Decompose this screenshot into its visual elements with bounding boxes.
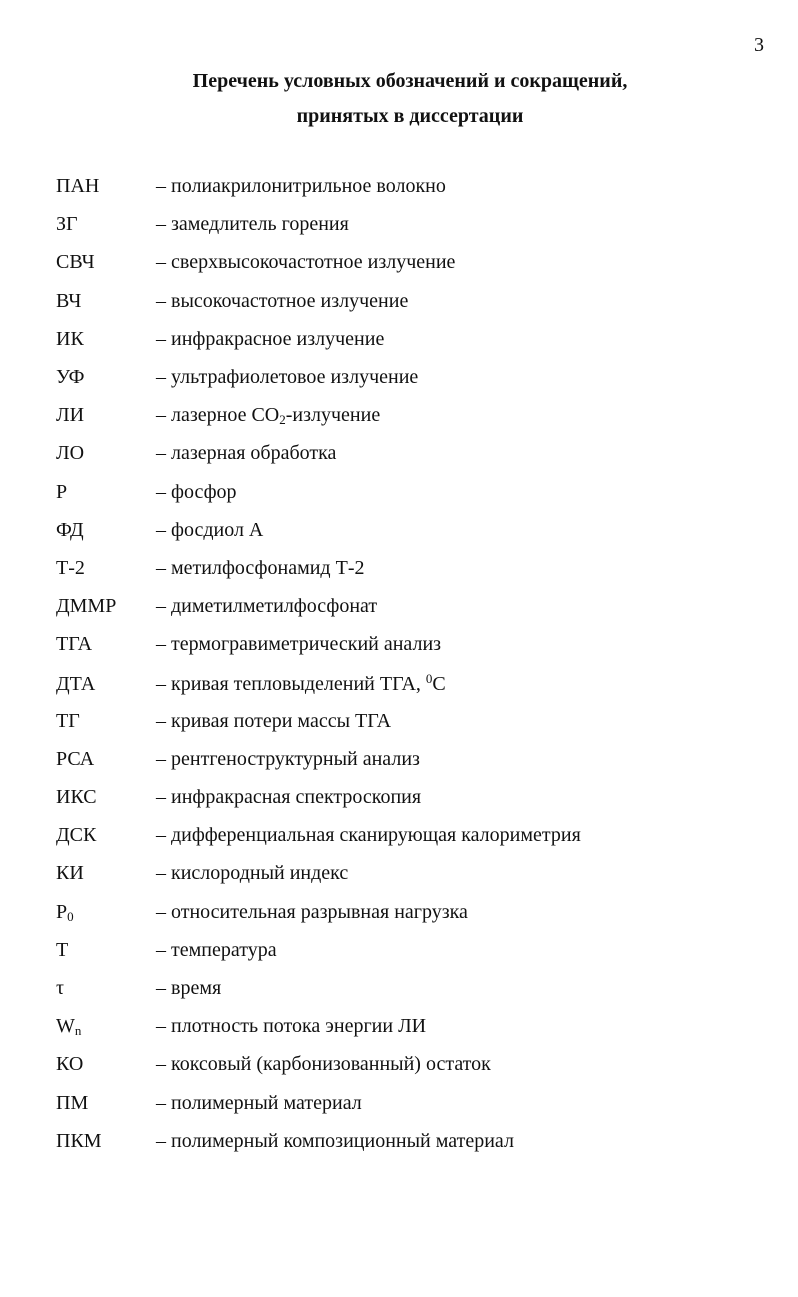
abbreviation-definition: – фосфор: [156, 480, 237, 503]
abbreviation-definition: – температура: [156, 938, 277, 961]
abbreviation-term: $W_n$: [56, 1015, 82, 1039]
abbreviation-term: ДТА: [56, 673, 96, 696]
abbreviation-definition: – кривая тепловыделений ТГА, $^0$С: [156, 671, 446, 696]
abbreviation-term: ТГ: [56, 709, 80, 732]
abbreviation-row: [56, 939, 581, 977]
abbreviation-definition: – инфракрасная спектроскопия: [156, 786, 422, 808]
abbreviation-term: ТГА: [56, 633, 93, 656]
abbreviation-term: ПАН: [56, 175, 100, 197]
abbreviation-definition: – ультрафиолетовое излучение: [156, 365, 419, 388]
abbreviation-row: [56, 748, 581, 786]
abbreviation-row: [56, 290, 581, 328]
abbreviation-definition: – сверхвысокочастотное излучение: [156, 251, 456, 274]
abbreviation-term: P: [56, 480, 68, 503]
abbreviation-term: ПКМ: [56, 1129, 102, 1152]
abbreviation-definition: – термогравиметрический анализ: [156, 633, 442, 656]
abbreviation-definition: – замедлитель горения: [156, 213, 349, 236]
abbreviation-term: ПМ: [56, 1091, 89, 1114]
abbreviation-definition: – дифференциальная сканирующая калориметрия: [156, 824, 581, 847]
abbreviation-row: [56, 862, 581, 900]
abbreviation-definition: – высокочастотное излучение: [156, 289, 409, 312]
abbreviation-row: [56, 1053, 581, 1091]
abbreviation-definition: – полимерный материал: [156, 1091, 362, 1114]
abbreviation-term: РСА: [56, 747, 95, 770]
abbreviation-row: [56, 633, 581, 671]
abbreviation-term: ЛО: [56, 442, 85, 465]
abbreviation-definition: – коксовый (карбонизованный) остаток: [156, 1053, 491, 1076]
abbreviation-term: ЗГ: [56, 213, 78, 236]
abbreviation-row: [56, 977, 581, 1015]
abbreviation-definition: – лазерное $CO_2$-излучение: [156, 404, 381, 428]
page-title-line-1: Перечень условных обозначений и сокращений,: [192, 70, 628, 92]
abbreviation-row: [56, 710, 581, 748]
abbreviation-term: КО: [56, 1053, 84, 1076]
abbreviation-row: [56, 557, 581, 595]
abbreviation-definition: – диметилметилфосфонат: [156, 595, 378, 618]
abbreviation-term: Т-2: [56, 556, 85, 579]
abbreviation-definition: – рентгеноструктурный анализ: [156, 747, 420, 770]
abbreviation-row: [56, 366, 581, 404]
abbreviation-list: [56, 175, 581, 1168]
abbreviation-row: [56, 1015, 581, 1053]
abbreviation-row: [56, 1092, 581, 1130]
abbreviation-row: [56, 175, 581, 213]
abbreviation-term: ДММР: [56, 595, 117, 618]
abbreviation-definition: – полиакрилонитрильное волокно: [156, 175, 446, 197]
abbreviation-row: [56, 404, 581, 442]
abbreviation-term: ЛИ: [56, 404, 85, 427]
abbreviation-definition: – фосдиол А: [156, 518, 264, 541]
abbreviation-row: [56, 786, 581, 824]
abbreviation-term: УФ: [56, 365, 85, 388]
abbreviation-definition: – метилфосфонамид Т-2: [156, 556, 365, 579]
abbreviation-row: [56, 328, 581, 366]
abbreviation-term: КИ: [56, 862, 84, 885]
abbreviation-definition: – плотность потока энергии ЛИ: [156, 1015, 427, 1038]
abbreviation-row: [56, 1130, 581, 1168]
abbreviation-term: τ: [56, 976, 65, 999]
abbreviation-term: ИК: [56, 327, 84, 350]
abbreviation-definition: – кислородный индекс: [156, 862, 349, 885]
abbreviation-term: $P_0$: [56, 900, 74, 924]
abbreviation-term: Т: [56, 938, 69, 961]
abbreviation-term: ФД: [56, 518, 84, 541]
abbreviation-definition: – полимерный композиционный материал: [156, 1129, 514, 1152]
abbreviation-definition: – инфракрасное излучение: [156, 327, 385, 350]
abbreviation-row: [56, 595, 581, 633]
abbreviation-term: ВЧ: [56, 289, 82, 312]
abbreviation-row: [56, 481, 581, 519]
abbreviation-definition: – лазерная обработка: [156, 442, 337, 465]
page-title-line-2: принятых в диссертации: [296, 105, 524, 127]
abbreviation-row: [56, 901, 581, 939]
abbreviation-row: [56, 251, 581, 289]
abbreviation-term: ДСК: [56, 824, 97, 847]
abbreviation-row: [56, 671, 581, 709]
abbreviation-row: [56, 519, 581, 557]
abbreviation-definition: – кривая потери массы ТГА: [156, 709, 392, 732]
abbreviation-row: [56, 213, 581, 251]
abbreviation-definition: – время: [156, 976, 222, 999]
abbreviation-row: [56, 824, 581, 862]
abbreviation-term: ИКС: [56, 786, 97, 808]
abbreviation-term: СВЧ: [56, 251, 95, 274]
abbreviation-definition: – относительная разрывная нагрузка: [156, 900, 468, 923]
abbreviation-row: [56, 442, 581, 480]
page-number: 3: [754, 34, 764, 56]
